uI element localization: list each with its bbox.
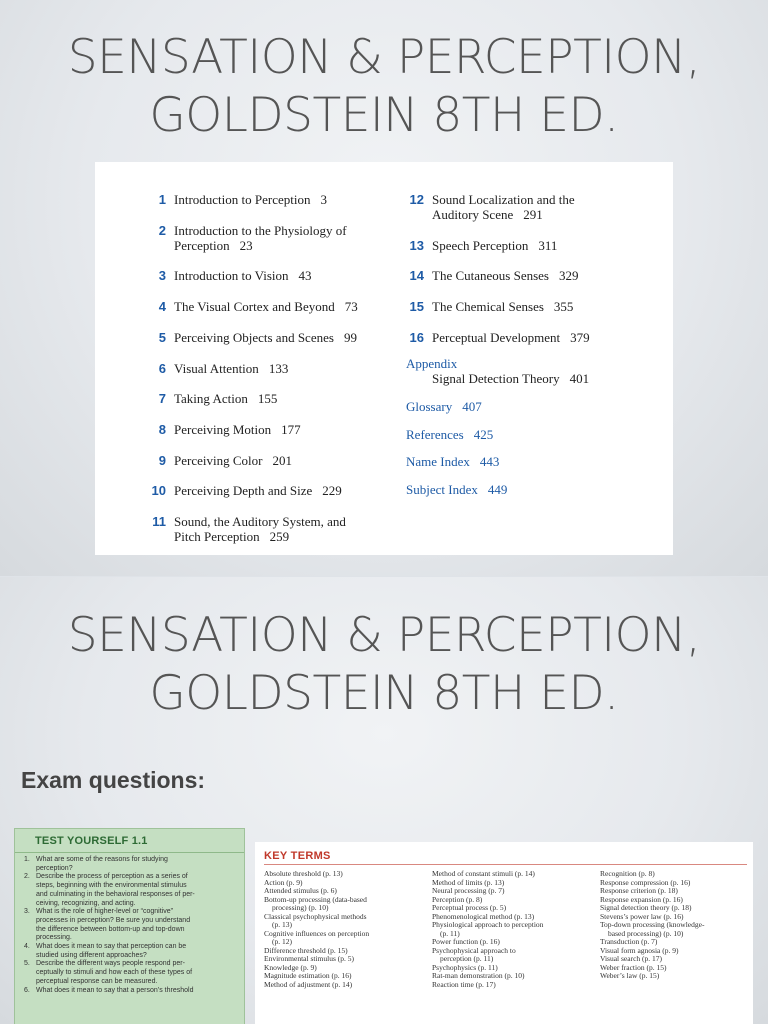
toc-chapter-title-line (174, 529, 346, 544)
toc-entry (409, 299, 574, 315)
toc-page-number: 177 (281, 421, 301, 437)
toc-chapter-title-line (174, 330, 357, 345)
test-yourself-question (24, 943, 242, 960)
toc-back-matter-entry (406, 399, 482, 414)
key-term: Absolute threshold (p. 13) (264, 869, 343, 878)
question-text-line: Describe the different ways people respond per- (36, 960, 185, 968)
key-term: Top-down processing (knowledge- (600, 920, 705, 929)
toc-entry (409, 237, 558, 253)
key-term: Classical psychophysical methods (264, 911, 367, 921)
question-number: 3. (24, 908, 30, 916)
toc-entry (158, 222, 347, 253)
toc-chapter-title: The Chemical Senses (432, 299, 544, 315)
toc-appendix-entry (432, 371, 589, 386)
toc-entry (409, 268, 579, 284)
toc-appendix (406, 356, 589, 386)
toc-page-number: 355 (553, 299, 574, 315)
key-term: Difference threshold (p. 15) (264, 945, 348, 955)
toc-chapter-title: Perceiving Color (174, 452, 263, 468)
slide-title-line-2: GOLDSTEIN 8TH ED. (149, 666, 619, 721)
toc-page-number: 229 (322, 483, 342, 499)
key-term: perception (p. 11) (440, 954, 494, 963)
toc-chapter-title: The Cutaneous Senses (432, 268, 549, 284)
toc-back-matter-label: Subject Index (406, 482, 478, 498)
key-term: Response criterion (p. 18) (600, 886, 678, 895)
toc-page-number: 43 (298, 268, 312, 284)
toc-chapter-number: 12 (409, 192, 424, 207)
toc-page-number: 311 (538, 237, 558, 253)
toc-page-number: 291 (523, 207, 543, 222)
toc-chapter-title-line (174, 223, 347, 238)
toc-entry (158, 391, 278, 407)
toc-back-matter-label: References (406, 426, 464, 442)
toc-chapter-number: 4 (158, 299, 166, 315)
toc-chapter-title-line (432, 268, 578, 283)
key-term: Signal detection theory (p. 18) (600, 903, 692, 912)
question-text-line: ceiving, recognizing, and acting. (36, 899, 136, 907)
toc-chapter-title: Perceiving Motion (174, 421, 272, 437)
question-text-line: Describe the process of perception as a series of (36, 873, 188, 881)
question-text-line: What does it mean to say that perception can be (36, 943, 187, 951)
toc-chapter-title-line (174, 391, 277, 406)
toc-page-number: 259 (269, 529, 290, 544)
question-text-line: the difference between bottom-up and top-down (36, 925, 185, 933)
question-number: 6. (24, 986, 30, 994)
test-yourself-question (24, 960, 242, 986)
toc-back-matter-label: Glossary (406, 399, 453, 414)
key-term: Power function (p. 16) (432, 937, 500, 946)
toc-page-number: 201 (272, 452, 292, 468)
slide-title-line-1: SENSATION & PERCEPTION, (67, 608, 701, 663)
toc-entry (152, 514, 346, 544)
toc-appendix-page: 401 (569, 371, 590, 386)
toc-chapter-title: Pitch Perception (174, 529, 260, 544)
key-term: Phenomenological method (p. 13) (432, 911, 535, 921)
question-number: 2. (24, 873, 30, 881)
question-text-line: What are some of the reasons for studying (36, 856, 168, 863)
test-yourself-question (24, 873, 242, 908)
key-term: Recognition (p. 8) (600, 869, 655, 878)
toc-back-matter-entry (406, 427, 493, 442)
question-text-line: steps, beginning with the environmental stimulus (36, 882, 187, 890)
key-term: Bottom-up processing (data-based (264, 894, 367, 904)
toc-entry (409, 329, 590, 345)
toc-chapter-title: Introduction to Vision (174, 268, 289, 284)
toc-page-number: 329 (558, 268, 579, 284)
toc-chapter-title: Taking Action (174, 391, 248, 407)
key-term: Psychophysics (p. 11) (432, 962, 498, 972)
toc-entry (158, 421, 301, 437)
question-text-line: ceptually to stimuli and how each of these types of (36, 969, 193, 977)
toc-chapter-title: The Visual Cortex and Beyond (174, 299, 335, 315)
toc-back-matter-page: 443 (479, 454, 500, 470)
key-term: Attended stimulus (p. 6) (264, 886, 337, 895)
key-term: (p. 11) (440, 928, 460, 938)
toc-entry (158, 329, 357, 345)
toc-appendix-title: Signal Detection Theory (432, 371, 560, 386)
key-term: Knowledge (p. 9) (264, 962, 317, 972)
key-terms-column-1 (264, 870, 369, 989)
toc-chapter-number: 7 (158, 391, 166, 407)
key-term: (p. 13) (272, 920, 292, 929)
key-term: Visual form agnosia (p. 9) (600, 945, 679, 955)
toc-chapter-title: Speech Perception (432, 237, 529, 253)
question-number: 5. (24, 960, 30, 968)
key-term: Method of constant stimuli (p. 14) (432, 869, 535, 878)
key-terms-box (255, 842, 753, 1024)
key-term: Magnitude estimation (p. 16) (264, 971, 352, 980)
toc-chapter-title-line (174, 299, 358, 314)
toc-chapter-title: Introduction to Perception (174, 192, 311, 207)
toc-chapter-title-line (174, 483, 342, 498)
key-term: Cognitive influences on perception (264, 928, 370, 938)
toc-chapter-number: 13 (409, 237, 424, 253)
toc-chapter-title-line (174, 192, 327, 207)
test-yourself-box (14, 828, 245, 1024)
key-term: based processing) (p. 10) (608, 928, 684, 938)
toc-back-matter-page: 449 (487, 482, 508, 498)
toc-page-number: 133 (268, 360, 289, 376)
toc-chapter-number: 14 (409, 268, 424, 284)
toc-chapter-title: Perceiving Depth and Size (174, 483, 313, 499)
exam-questions-heading: Exam questions: (21, 767, 206, 793)
toc-chapter-title-line (174, 268, 312, 283)
key-terms-column-2 (432, 870, 543, 989)
key-term: Neural processing (p. 7) (432, 886, 505, 895)
toc-chapter-title: Sound, the Auditory System, and (174, 514, 346, 529)
toc-entry (158, 299, 358, 315)
toc-chapter-title-line (432, 238, 557, 253)
test-yourself-title: TEST YOURSELF 1.1 (35, 835, 148, 847)
toc-chapter-number: 1 (158, 192, 166, 207)
toc-chapter-title: Auditory Scene (432, 207, 514, 222)
question-text-line: perception? (36, 864, 73, 872)
test-yourself-divider (15, 852, 244, 853)
toc-chapter-number: 2 (158, 222, 166, 238)
key-term: Perception (p. 8) (432, 894, 483, 904)
slide-title-line-2: GOLDSTEIN 8TH ED. (149, 88, 619, 143)
toc-entry (409, 192, 575, 222)
toc-appendix-label: Appendix (406, 356, 458, 371)
toc-chapter-title-line (174, 422, 301, 437)
key-term: Weber’s law (p. 15) (600, 971, 660, 980)
toc-entry (158, 452, 292, 468)
key-term: Visual search (p. 17) (600, 954, 663, 963)
key-term: Method of limits (p. 13) (432, 877, 505, 887)
toc-entry (151, 483, 342, 499)
toc-back-matter-entry (406, 482, 507, 497)
toc-chapter-number: 9 (158, 452, 166, 468)
key-term: Reaction time (p. 17) (432, 979, 496, 989)
toc-back-matter-page: 425 (473, 426, 494, 442)
key-term: Physiological approach to perception (432, 920, 544, 929)
toc-page-number: 3 (320, 192, 327, 207)
question-text-line: studied using different approaches? (36, 951, 147, 959)
question-text-line: perceptual response can be measured. (36, 977, 158, 985)
toc-chapter-number: 3 (158, 268, 166, 284)
toc-page-number: 155 (257, 391, 278, 407)
key-term: Rat-man demonstration (p. 10) (432, 971, 525, 980)
key-term: Perceptual process (p. 5) (432, 903, 507, 912)
slide-title-line-1: SENSATION & PERCEPTION, (67, 30, 701, 85)
key-term: Response expansion (p. 16) (600, 894, 683, 904)
key-term: Environmental stimulus (p. 5) (264, 954, 354, 963)
slide-2 (0, 577, 768, 1024)
toc-back-matter-page: 407 (462, 399, 482, 414)
key-term: Action (p. 9) (264, 877, 303, 887)
toc-chapter-title-line (174, 238, 347, 253)
toc-chapter-title: Perceptual Development (432, 329, 561, 345)
key-term: Transduction (p. 7) (600, 937, 658, 946)
key-term: Weber fraction (p. 15) (600, 962, 667, 972)
question-number: 4. (24, 943, 30, 951)
toc-chapter-title-line (432, 207, 575, 222)
toc-entry (158, 360, 289, 376)
key-terms-title: KEY TERMS (264, 850, 331, 862)
key-terms-divider (264, 864, 747, 865)
toc-chapter-number: 8 (158, 421, 166, 437)
key-term: Method of adjustment (p. 14) (264, 979, 353, 989)
toc-chapter-title-line (174, 514, 346, 529)
toc-page-number: 23 (239, 237, 253, 253)
question-number: 1. (24, 856, 30, 863)
toc-chapter-title-line (174, 453, 292, 468)
toc-page-number: 99 (343, 329, 357, 345)
question-text-line: and culminating in the behavioral responses of per- (36, 890, 195, 898)
test-yourself-question (24, 987, 242, 996)
slide-title (0, 607, 768, 723)
toc-chapter-title-line (174, 361, 288, 376)
key-term: Stevens’s power law (p. 16) (600, 911, 684, 921)
toc-chapter-title-line (432, 299, 573, 314)
key-term: Psychophysical approach to (432, 945, 516, 955)
key-term: Response compression (p. 16) (600, 877, 691, 887)
toc-chapter-title: Perception (174, 237, 230, 253)
slide-title (0, 29, 768, 145)
key-terms-column-3 (600, 870, 704, 981)
toc-back-matter-entry (406, 454, 499, 469)
question-text-line: What is the role of higher-level or “cognitive” (36, 908, 173, 916)
toc-chapter-title-line (432, 192, 575, 207)
test-yourself-question (24, 856, 242, 873)
question-text-line: processing. (36, 934, 72, 942)
toc-page-number: 379 (570, 329, 590, 345)
toc-entry (158, 268, 312, 284)
toc-chapter-title: Visual Attention (174, 360, 259, 376)
toc-entry (158, 192, 327, 207)
toc-chapter-title: Perceiving Objects and Scenes (174, 329, 334, 345)
toc-chapter-number: 5 (158, 329, 166, 345)
key-term: (p. 12) (272, 937, 292, 946)
question-text-line: What does it mean to say that a person’s threshold (36, 986, 194, 994)
toc-chapter-title: Sound Localization and the (432, 192, 575, 207)
question-text-line: processes in perception? Be sure you understand (36, 916, 191, 924)
toc-chapter-number: 10 (151, 483, 166, 499)
toc-chapter-title: Introduction to the Physiology of (174, 222, 347, 238)
key-term: processing) (p. 10) (272, 903, 329, 912)
test-yourself-questions (24, 856, 242, 995)
toc-chapter-number: 15 (409, 299, 424, 315)
toc-chapter-title-line (432, 330, 590, 345)
table-of-contents-image (95, 162, 673, 555)
toc-chapter-number: 6 (158, 360, 166, 376)
toc-back-matter-label: Name Index (406, 454, 470, 470)
toc-chapter-number: 16 (409, 329, 424, 345)
test-yourself-question (24, 908, 242, 943)
toc-page-number: 73 (344, 299, 358, 315)
toc-chapter-number: 11 (152, 514, 166, 529)
